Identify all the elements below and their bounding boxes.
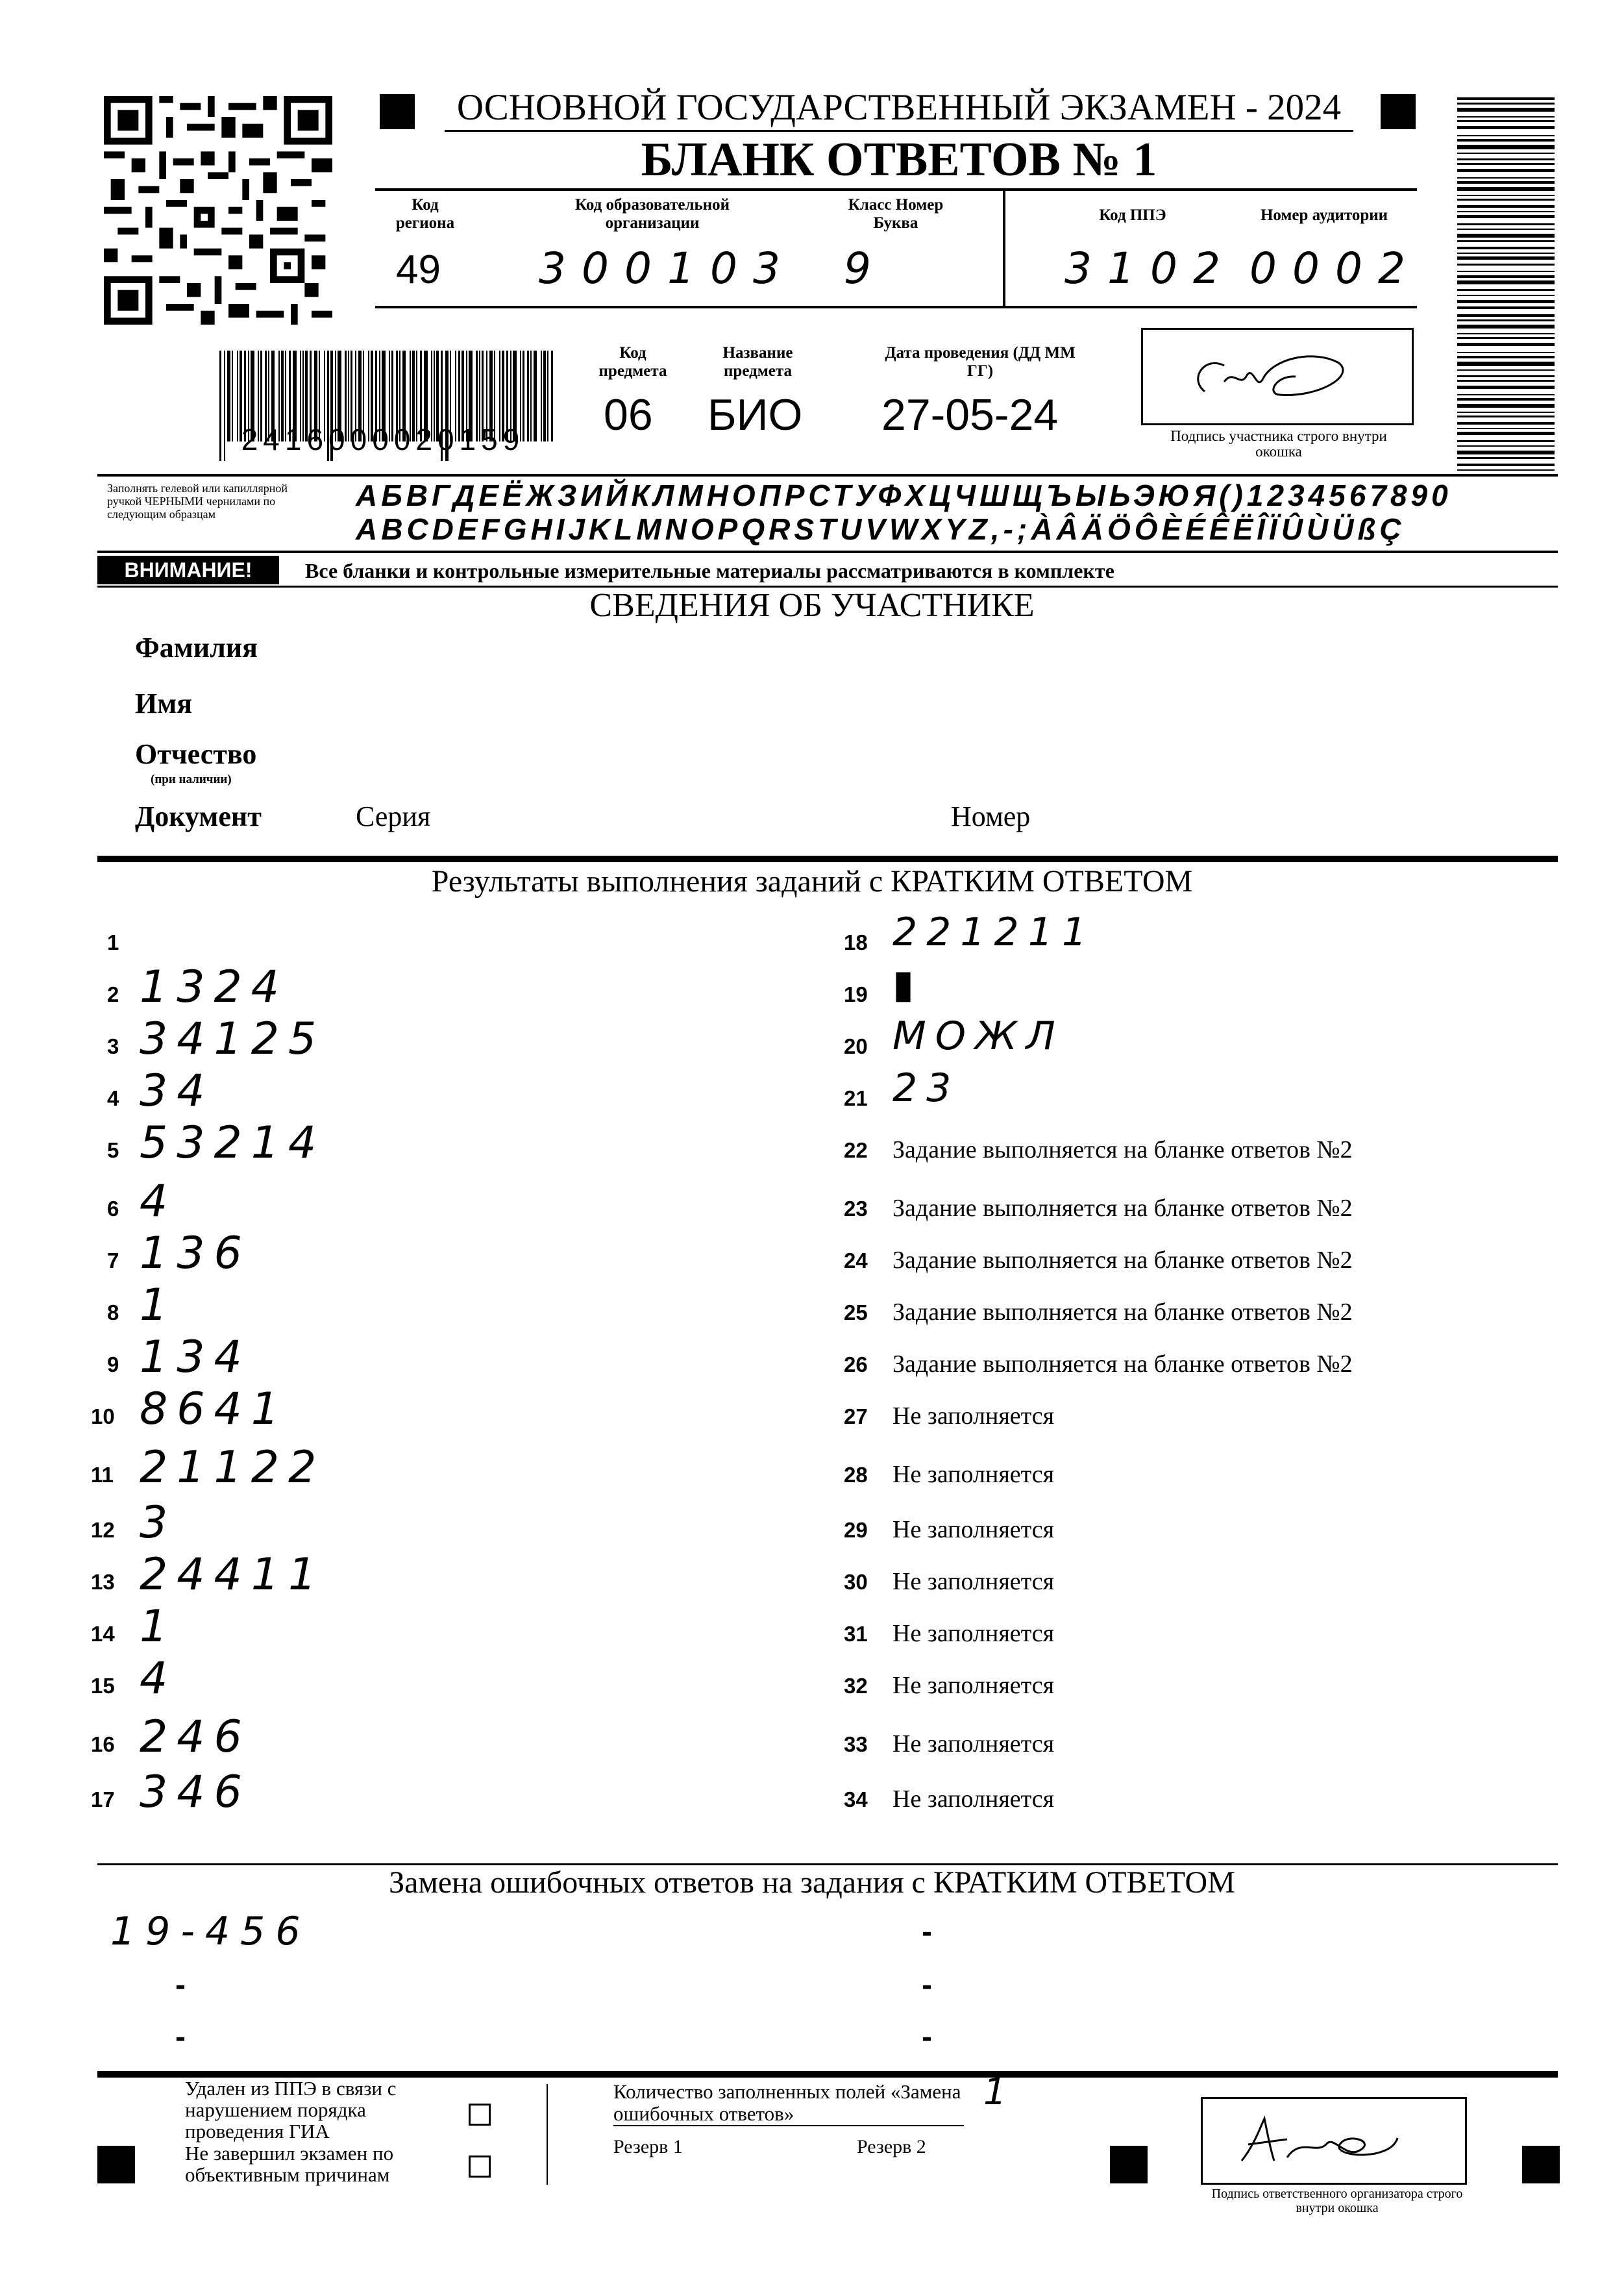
qr-code xyxy=(104,96,332,325)
participant-separator xyxy=(97,856,1558,862)
answer-number: 32 xyxy=(844,1674,868,1698)
answer-number: 21 xyxy=(844,1086,868,1110)
org-code-value: 300103 xyxy=(539,243,796,293)
answer-value: Задание выполняется на бланке ответов №2 xyxy=(892,1136,1353,1163)
exam-title: ОСНОВНОЙ ГОСУДАРСТВЕННЫЙ ЭКЗАМЕН - 2024 xyxy=(445,86,1353,132)
answer-number: 3 xyxy=(107,1034,119,1058)
reserve-2: Резерв 2 xyxy=(857,2136,926,2157)
series-label: Серия xyxy=(356,801,431,832)
answer-number: 1 xyxy=(107,930,119,954)
answer-value[interactable]: 53214 xyxy=(140,1117,326,1169)
samples-instruction: Заполнять гелевой или капиллярной ручкой ЧЕРНЫМИ чернилами по следующим образцам xyxy=(107,482,288,521)
organizer-signature-box xyxy=(1201,2097,1467,2185)
replacement-entry-1: 19-456 xyxy=(110,1909,311,1954)
ppe-label: Код ППЭ xyxy=(1099,206,1166,224)
exam-date-label: Дата проведения (ДД ММ ГГ) xyxy=(885,344,1076,380)
patronymic-label: Отчество xyxy=(135,738,257,770)
codes-divider xyxy=(1003,190,1005,307)
answer-number: 9 xyxy=(107,1352,119,1376)
answer-number: 2 xyxy=(107,982,119,1006)
answer-number: 6 xyxy=(107,1197,119,1221)
name-label: Имя xyxy=(135,688,192,719)
answer-number: 13 xyxy=(91,1570,115,1594)
subject-code-value: 06 xyxy=(604,390,653,440)
replacement-count-label: Количество заполненных полей «Замена ошибочных ответов» xyxy=(613,2081,964,2126)
answer-value: Не заполняется xyxy=(892,1568,1055,1595)
room-label: Номер аудитории xyxy=(1260,206,1388,224)
answer-number: 23 xyxy=(844,1197,868,1221)
organizer-signature-caption: Подпись ответственного организатора строго внутри окошка xyxy=(1211,2187,1463,2215)
surname-label: Фамилия xyxy=(135,632,258,664)
not-finished-checkbox[interactable] xyxy=(469,2156,491,2178)
answer-value[interactable]: 136 xyxy=(140,1228,251,1279)
answer-value[interactable]: 24411 xyxy=(140,1549,326,1600)
answer-value: Не заполняется xyxy=(892,1785,1055,1813)
removed-checkbox[interactable] xyxy=(469,2104,491,2126)
answer-value: Задание выполняется на бланке ответов №2 xyxy=(892,1247,1353,1274)
answer-value[interactable]: 34 xyxy=(140,1065,214,1117)
subject-name-label: Название предмета xyxy=(722,344,793,380)
notice-badge: ВНИМАНИЕ! xyxy=(97,556,279,584)
room-value: 0002 xyxy=(1249,243,1421,293)
answer-number: 34 xyxy=(844,1787,868,1811)
participant-section-title: СВЕДЕНИЯ ОБ УЧАСТНИКЕ xyxy=(589,587,1035,624)
answer-value: Не заполняется xyxy=(892,1672,1055,1699)
answer-value[interactable]: 21122 xyxy=(140,1442,326,1493)
answer-number: 15 xyxy=(91,1674,115,1698)
answer-number: 8 xyxy=(107,1300,119,1324)
replacement-count-value: 1 xyxy=(983,2071,1007,2113)
answer-number: 29 xyxy=(844,1518,868,1542)
answer-value[interactable]: 1 xyxy=(140,1601,177,1652)
participant-signature xyxy=(1143,330,1412,423)
header-separator xyxy=(97,474,1558,477)
replacement-dash: - xyxy=(922,1915,932,1949)
alignment-marker-top-left xyxy=(380,94,415,129)
answer-number: 14 xyxy=(91,1622,115,1646)
answer-value: Не заполняется xyxy=(892,1730,1055,1758)
answer-value[interactable]: 4 xyxy=(140,1176,177,1227)
answer-number: 24 xyxy=(844,1249,868,1273)
answer-number: 26 xyxy=(844,1352,868,1376)
answer-value[interactable]: 221211 xyxy=(892,910,1096,955)
answer-number: 7 xyxy=(107,1249,119,1273)
side-barcode xyxy=(1457,97,1555,474)
replacement-dash: - xyxy=(175,2020,186,2054)
answer-value[interactable]: 246 xyxy=(140,1711,251,1763)
removed-label: Удален из ППЭ в связи с нарушением порядка проведения ГИА xyxy=(185,2077,397,2143)
short-answers-title: Результаты выполнения заданий с КРАТКИМ ОТВЕТОМ xyxy=(431,864,1193,899)
answer-value: Задание выполняется на бланке ответов №2 xyxy=(892,1350,1353,1378)
answer-value: Не заполняется xyxy=(892,1461,1055,1488)
answer-number: 31 xyxy=(844,1622,868,1646)
replacement-title: Замена ошибочных ответов на задания с КРАТКИМ ОТВЕТОМ xyxy=(389,1865,1235,1900)
answer-number: 18 xyxy=(844,930,868,954)
not-finished-label: Не завершил экзамен по объективным причинам xyxy=(185,2142,394,2186)
answer-value: Задание выполняется на бланке ответов №2 xyxy=(892,1195,1353,1222)
answer-number: 16 xyxy=(91,1732,115,1756)
answer-number: 33 xyxy=(844,1732,868,1756)
class-value: 9 xyxy=(844,243,871,293)
footer-divider xyxy=(547,2084,548,2185)
replacement-dash: - xyxy=(922,1968,932,2002)
answer-value[interactable]: 1324 xyxy=(140,962,289,1013)
answer-number: 11 xyxy=(91,1463,114,1487)
region-value: 49 xyxy=(396,247,441,292)
organizer-signature xyxy=(1203,2099,1465,2183)
alignment-marker-bottom-mid xyxy=(1110,2146,1148,2183)
exam-date-value: 27-05-24 xyxy=(881,390,1059,440)
samples-row-cyrillic: АБВГДЕЁЖЗИЙКЛМНОПРСТУФХЦЧШЩЪЫЬЭЮЯ()1234567890 xyxy=(356,478,1452,512)
answer-number: 30 xyxy=(844,1570,868,1594)
patronymic-note: (при наличии) xyxy=(151,773,232,786)
samples-row-latin: ABCDEFGHIJKLMNOPQRSTUVWXYZ,-;ÀÂÄÖÔÈÉÊËÎÏÛÙÜßÇ xyxy=(356,512,1405,546)
answer-value[interactable]: 34125 xyxy=(140,1013,326,1065)
replacement-dash: - xyxy=(175,1968,186,2002)
answer-number: 28 xyxy=(844,1463,868,1487)
answer-value: Не заполняется xyxy=(892,1620,1055,1647)
answer-number: 20 xyxy=(844,1034,868,1058)
answer-value[interactable]: 346 xyxy=(140,1767,251,1818)
answer-number: 25 xyxy=(844,1300,868,1324)
region-label: Код региона xyxy=(395,196,455,232)
answer-value[interactable]: 4 xyxy=(140,1653,177,1704)
alignment-marker-top-right xyxy=(1381,94,1416,129)
answer-value[interactable]: 134 xyxy=(140,1332,251,1383)
subject-name-value: БИО xyxy=(707,390,803,440)
signature-caption: Подпись участника строго внутри окошка xyxy=(1170,428,1387,460)
org-code-label: Код образовательной организации xyxy=(574,196,730,232)
ppe-value: 3102 xyxy=(1064,243,1236,293)
notice-top-line xyxy=(97,551,1558,553)
answer-number: 22 xyxy=(844,1138,868,1162)
answer-value[interactable]: 1 xyxy=(140,1280,177,1331)
alignment-marker-bottom-right xyxy=(1522,2146,1560,2183)
alignment-marker-bottom-left xyxy=(97,2146,135,2183)
document-label: Документ xyxy=(135,801,262,832)
notice-text: Все бланки и контрольные измерительные материалы рассматриваются в комплекте xyxy=(305,559,1114,582)
answer-value[interactable]: ▮ xyxy=(892,962,924,1007)
form-title: БЛАНК ОТВЕТОВ № 1 xyxy=(641,133,1157,186)
answer-value[interactable]: 8641 xyxy=(140,1384,289,1435)
answer-value[interactable]: МОЖЛ xyxy=(892,1013,1064,1059)
barcode-number: 2416000020159 xyxy=(241,423,525,456)
answer-value: Задание выполняется на бланке ответов №2 xyxy=(892,1298,1353,1326)
answer-number: 5 xyxy=(107,1138,119,1162)
answer-value[interactable]: 23 xyxy=(892,1065,961,1111)
answer-number: 10 xyxy=(91,1404,115,1428)
answer-number: 17 xyxy=(91,1787,115,1811)
subject-code-label: Код предмета xyxy=(598,344,667,380)
answer-value: Не заполняется xyxy=(892,1402,1055,1430)
answer-value[interactable]: 3 xyxy=(140,1497,177,1548)
answer-number: 12 xyxy=(91,1518,115,1542)
signature-box xyxy=(1141,328,1414,425)
answer-value: Не заполняется xyxy=(892,1516,1055,1543)
answer-number: 19 xyxy=(844,982,868,1006)
answer-number: 27 xyxy=(844,1404,868,1428)
number-label: Номер xyxy=(951,801,1031,832)
answer-number: 4 xyxy=(107,1086,119,1110)
reserve-1: Резерв 1 xyxy=(613,2136,683,2157)
class-label: Класс Номер Буква xyxy=(848,196,944,232)
replacement-dash: - xyxy=(922,2020,932,2054)
